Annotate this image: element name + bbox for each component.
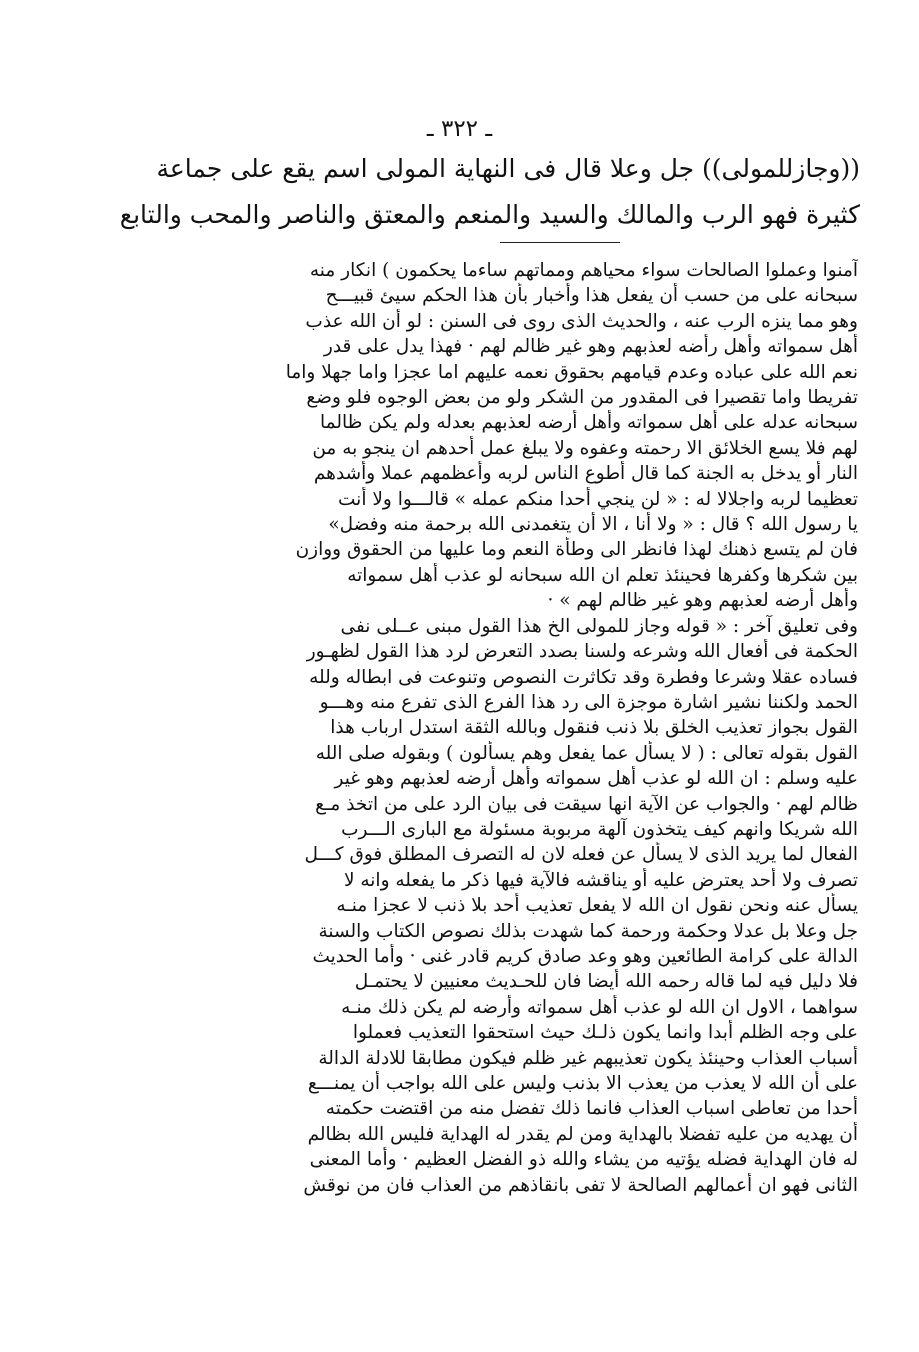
footnote-line: أهل سمواته وأهل رأضه لعذبهم وهو غير ظالم لهم · فهذا يدل على قدر xyxy=(323,336,858,358)
footnote-line: تفريطا واما تقصيرا فى المقدور من الشكر ولو من بعض الوجوه فلو وضع xyxy=(306,387,858,409)
footnote-line: الحمد ولكننا نشير اشارة موجزة الى رد هذا الفرع الذى تفرع منه وهـــو xyxy=(319,691,858,713)
footnote-line: يا رسول الله ؟ قال : « ولا أنا ، الا أن يتغمدنى الله برحمة منه وفضل» xyxy=(328,514,858,536)
footnote-line: على أن الله لا يعذب من يعذب الا بذنب وليس على الله بواجب أن يمنـــع xyxy=(307,1073,858,1094)
footnote-line: وفى تعليق آخر : « قوله وجاز للمولى الخ هذا القول مبنى عــلى نفى xyxy=(340,615,858,637)
footnote-line: أسباب العذاب وحينئذ يكون تعذيبهم غير ظلم فيكون مطابقا للادلة الدالة xyxy=(318,1047,858,1069)
footnote-line: سبحانه على من حسب أن يفعل هذا وأخبار بأن هذا الحكم سيئ قبيـــح xyxy=(325,285,858,307)
footnote-line: أحدا من تعاطى اسباب العذاب فانما ذلك تفضل منه من اقتضت حكمته xyxy=(325,1098,858,1120)
footnote-line: الثانى فهو ان أعمالهم الصالحة لا تفى بانقاذهم من العذاب فان من نوقش xyxy=(303,1174,858,1196)
footnote-line: تعظيما لربه واجلالا له : « لن ينجي أحدا منكم عمله » قالـــوا ولا أنت xyxy=(338,488,858,510)
footnote-block xyxy=(74,258,858,1198)
footnote-line: سواهما ، الاول ان الله لو عذب أهل سمواته وأرضه لم يكن ذلك منـه xyxy=(341,996,858,1018)
footnote-line: بين شكرها وكفرها فحينئذ تعلم ان الله سبحانه لو عذب أهل سمواته xyxy=(347,564,858,586)
footnote-line: القول بجواز تعذيب الخلق بلا ذنب فنقول وبالله الثقة استدل ارباب هذا xyxy=(330,717,858,739)
footnote-line: القول بقوله تعالى : ( لا يسأل عما يفعل وهم يسألون ) وبقوله صلى الله xyxy=(315,742,858,764)
footnote-line: عليه وسلم : ان الله لو عذب أهل سمواته وأهل أرضه لعذبهم وهو غير xyxy=(334,768,858,790)
main-text-line: ((وجازللمولى)) جل وعلا قال فى النهاية المولى اسم يقع على جماعة xyxy=(156,154,860,183)
footnote-line: فان لم يتسع ذهنك لهذا فانظر الى وطأة النعم وما عليها من الحقوق ووازن xyxy=(295,539,858,561)
footnote-line: آمنوا وعملوا الصالحات سواء محياهم ومماتهم ساءما يحكمون ) انكار منه xyxy=(309,260,858,281)
footnote-line: جل وعلا بل عدلا وحكمة ورحمة كما شهدت بذلك نصوص الكتاب والسنة xyxy=(318,920,858,942)
footnote-line: ظالم لهم · والجواب عن الآية انها سيقت فى بيان الرد على من اتخذ مـع xyxy=(315,793,858,815)
page-number: ـ ٣٢٢ ـ xyxy=(426,116,493,142)
footnote-line: أن يهديه من عليه تفضلا بالهداية ومن لم يقدر له الهداية فليس الله بظالم xyxy=(307,1123,858,1145)
footnote-line: وأهل أرضه لعذبهم وهو غير ظالم لهم » · xyxy=(547,590,858,612)
footnote-line: الفعال لما يريد الذى لا يسأل عن فعله لان له التصرف المطلق فوق كـــل xyxy=(304,844,858,866)
main-text-line: كثيرة فهو الرب والمالك والسيد والمنعم والمعتق والناصر والمحب والتابع xyxy=(119,200,860,229)
footnote-line: نعم الله على عباده وعدم قيامهم بحقوق نعمه عليهم اما عجزا واما جهلا واما xyxy=(285,361,858,383)
footnote-line: سبحانه عدله على أهل سمواته وأهل أرضه لعذبهم بعدله ولم يكن ظالما xyxy=(320,412,858,434)
footnote-line: له فان الهداية فضله يؤتيه من يشاء والله ذو الفضل العظيم · وأما المعنى xyxy=(309,1149,858,1171)
footnote-line: الدالة على كرامة الطائعين وهو وعد صادق كريم قادر غنى · وأما الحديث xyxy=(312,945,858,967)
footnote-line: فلا دليل فيه لما قاله رحمه الله أيضا فان للحـديث معنيين لا يحتمـل xyxy=(354,971,858,993)
footnote-line: فساده عقلا وشرعا وفطرة وقد تكاثرت النصوص وتنوعت فى ابطاله ولله xyxy=(309,666,858,688)
footnote-separator xyxy=(500,242,620,243)
main-text-block xyxy=(70,146,860,238)
footnote-line: الحكمة فى أفعال الله وشرعه ولسنا بصدد التعرض لرد هذا القول لظهـور xyxy=(306,641,858,663)
footnote-line: النار أو يدخل به الجنة كما قال أطوع الناس لربه وأعظمهم عملا وأشدهم xyxy=(313,463,858,485)
footnote-line: تصرف ولا أحد يعترض عليه أو يناقشه فالآية فيها ذكر ما يفعله وانه لا xyxy=(343,869,858,891)
footnote-line: الله شريكا وانهم كيف يتخذون آلهة مربوبة مسئولة مع البارى الـــرب xyxy=(341,818,858,840)
footnote-line: لهم فلا يسع الخلائق الا رحمته وعفوه ولا يبلغ عمل أحدهم ان ينجو به من xyxy=(312,437,858,459)
footnote-line: على وجه الظلم أبدا وانما يكون ذلـك حيث استحقوا التعذيب فعملوا xyxy=(352,1022,858,1044)
footnote-line: يسأل عنه ونحن نقول ان الله لا يفعل تعذيب أحد بلا ذنب لا عجزا منـه xyxy=(336,895,858,917)
footnote-line: وهو مما ينزه الرب عنه ، والحديث الذى روى فى السنن : لو أن الله عذب xyxy=(305,310,858,332)
